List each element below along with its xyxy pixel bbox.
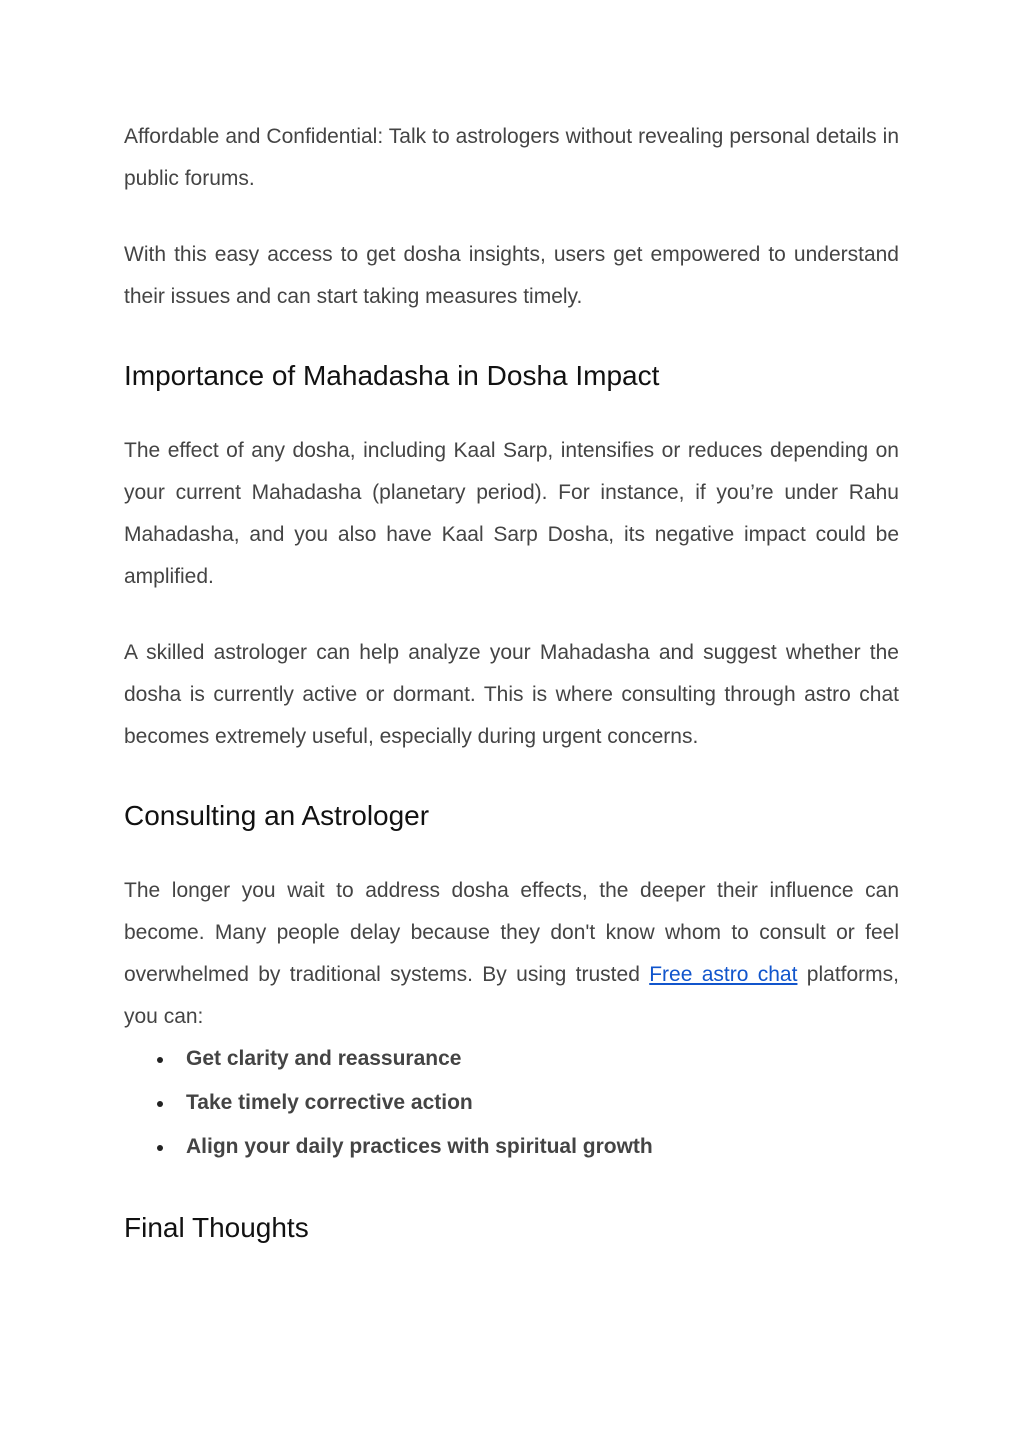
heading-consulting: Consulting an Astrologer [124,800,430,831]
list-item-label: Get clarity and reassurance [186,1047,462,1070]
bullet-icon [157,1101,163,1107]
paragraph-easy-access: With this easy access to get dosha insights, users get empowered to understand their issues and can start taking measures timely. [124,243,899,308]
list-item-label: Take timely corrective action [186,1091,473,1114]
bullet-icon [157,1057,163,1063]
paragraph-skilled: A skilled astrologer can help analyze your Mahadasha and suggest whether the dosha is currently active or dormant. This is where consulting through astro chat becomes extremely useful, especially during urgent concerns. [124,641,899,748]
heading-final-thoughts: Final Thoughts [124,1212,309,1243]
bullet-icon [157,1145,163,1151]
paragraph-longer-tail: platforms, you can: [124,963,899,1028]
paragraph-longer-text: The longer you wait to address dosha effects, the deeper their influence can become. Many people delay because they don't know whom to consult or feel overwhelmed by traditional systems. By using trusted [124,879,899,986]
list-item [124,1037,653,1081]
free-astro-chat-link[interactable]: Free astro chat [649,963,798,986]
paragraph-effect: The effect of any dosha, including Kaal Sarp, intensifies or reduces depending on your current Mahadasha (planetary period). For instance, if you’re under Rahu Mahadasha, and you also have Kaal Sarp Dosha, its negative impact could be amplified. [124,439,899,588]
benefits-list [124,1037,653,1169]
list-item-label: Align your daily practices with spiritual growth [186,1135,653,1158]
paragraph-longer [124,870,899,1038]
paragraph-affordable: Affordable and Confidential: Talk to astrologers without revealing personal details in public forums. [124,125,899,190]
list-item [124,1081,653,1125]
list-item [124,1125,653,1169]
heading-mahadasha: Importance of Mahadasha in Dosha Impact [124,360,660,391]
